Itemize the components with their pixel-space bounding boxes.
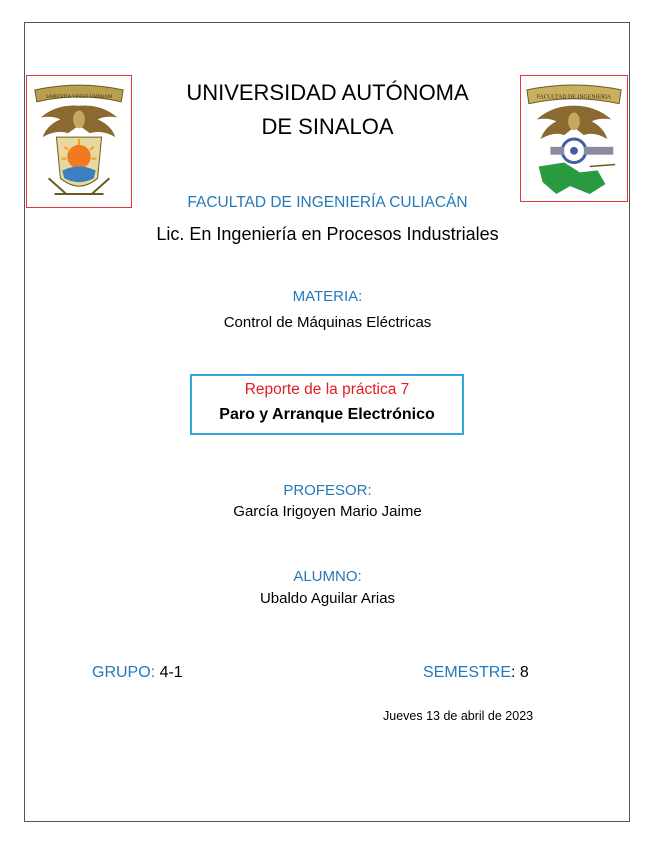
date: Jueves 13 de abril de 2023 [383,709,534,723]
practice-title: Paro y Arranque Electrónico [219,406,435,423]
semestre-field [423,664,529,682]
university-title [0,76,655,144]
alumno-name: Ubaldo Aguilar Arias [259,590,396,607]
uas-banner-text: SAPIENTIA VINCIT UMBRAM [45,94,113,100]
profesor-name: García Irigoyen Mario Jaime [233,503,422,520]
grupo-value: 4-1 [155,664,183,681]
grupo-field [92,664,183,682]
report-label: Reporte de la práctica 7 [244,381,410,398]
university-line-2: DE SINALOA [261,114,394,139]
materia-value: Control de Máquinas Eléctricas [223,314,432,331]
materia-label: MATERIA: [292,288,363,305]
profesor-label: PROFESOR: [283,482,372,499]
facultad-banner-text: FACULTAD DE INGENIERIA [536,94,612,101]
university-line-1: UNIVERSIDAD AUTÓNOMA [186,80,469,105]
faculty-name: FACULTAD DE INGENIERÍA CULIACÁN [187,194,468,211]
practice-box [190,374,464,435]
grupo-label: GRUPO: [92,664,156,681]
program-name: Lic. En Ingeniería en Procesos Industriales [156,224,499,244]
semestre-value: : 8 [511,664,529,681]
alumno-label: ALUMNO: [293,568,362,585]
semestre-label: SEMESTRE [423,664,512,681]
